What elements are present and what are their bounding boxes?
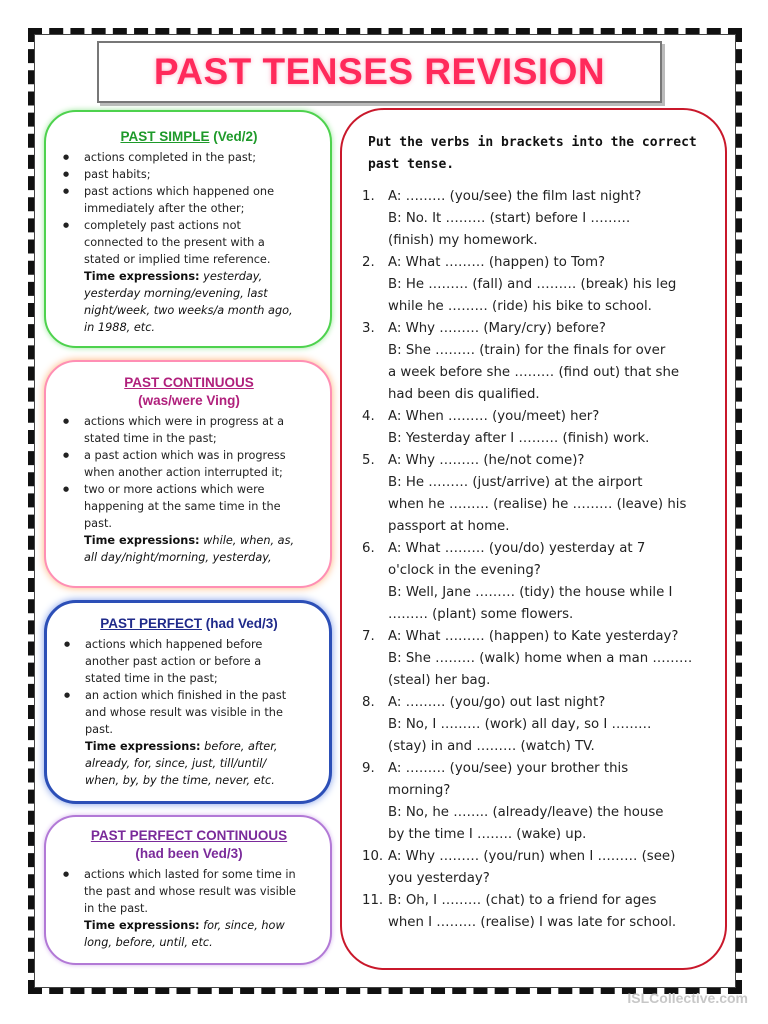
time-expressions-text: in 1988, etc. xyxy=(84,321,156,334)
card-heading xyxy=(60,372,318,410)
exercise-item xyxy=(362,450,707,538)
item-line: ……… (plant) some flowers. xyxy=(388,607,574,622)
item-text xyxy=(388,846,707,890)
exercise-item xyxy=(362,890,707,934)
time-expressions-line xyxy=(84,302,318,319)
tense-formula: (was/were Ving) xyxy=(138,393,240,408)
item-text xyxy=(388,758,707,846)
instruction-line: past tense. xyxy=(368,157,455,172)
time-expressions-text: yesterday, xyxy=(203,270,263,283)
item-line: A: What ……… (happen) to Tom? xyxy=(388,255,606,270)
usage-list xyxy=(61,636,317,738)
exercise-item xyxy=(362,692,707,758)
usage-line: ● actions completed in the past; xyxy=(84,151,257,164)
usage-item xyxy=(60,866,318,917)
time-expressions-line xyxy=(84,268,318,285)
tense-name: PAST SIMPLE xyxy=(120,129,210,144)
item-text xyxy=(388,890,707,934)
usage-line: ● actions which were in progress at a xyxy=(84,415,284,428)
item-line: by the time I …….. (wake) up. xyxy=(388,827,587,842)
time-expressions-label: Time expressions: xyxy=(85,740,201,753)
usage-line: immediately after the other; xyxy=(84,202,245,215)
item-line: (finish) my homework. xyxy=(388,233,538,248)
card-heading xyxy=(60,122,318,146)
item-line: A: When ……… (you/meet) her? xyxy=(388,409,600,424)
usage-line: the past and whose result was visible xyxy=(84,885,297,898)
tense-formula: (Ved/2) xyxy=(213,129,258,144)
usage-list xyxy=(60,149,318,268)
item-line: B: Well, Jane ……… (tidy) the house while I xyxy=(388,585,673,600)
card-heading xyxy=(61,613,317,633)
usage-line: in the past. xyxy=(84,902,149,915)
time-expressions-label: Time expressions: xyxy=(84,270,200,283)
time-expressions-text: before, after, xyxy=(204,740,278,753)
tense-name: PAST PERFECT xyxy=(100,616,202,631)
exercise-item xyxy=(362,626,707,692)
item-line: had been dis qualified. xyxy=(388,387,540,402)
usage-line: ● actions which happened before xyxy=(85,638,263,651)
item-number: 2. xyxy=(362,255,375,270)
time-expressions-line xyxy=(84,934,318,951)
usage-line: happening at the same time in the xyxy=(84,500,281,513)
exercise-item xyxy=(362,186,707,252)
item-line: A: Why ……… (Mary/cry) before? xyxy=(388,321,606,336)
usage-line: ● past habits; xyxy=(84,168,151,181)
usage-item xyxy=(60,447,318,481)
item-number: 4. xyxy=(362,409,375,424)
item-line: B: She ……… (walk) home when a man ……… xyxy=(388,651,693,666)
exercise-item xyxy=(362,252,707,318)
time-expressions-text: night/week, two weeks/a month ago, xyxy=(84,304,293,317)
usage-line: another past action or before a xyxy=(85,655,262,668)
usage-item xyxy=(60,413,318,447)
item-line: A: What ……… (you/do) yesterday at 7 xyxy=(388,541,646,556)
item-line: A: Why ……… (you/run) when I ……… (see) xyxy=(388,849,676,864)
item-number: 5. xyxy=(362,453,375,468)
item-line: B: No, he …….. (already/leave) the house xyxy=(388,805,664,820)
item-number: 11. xyxy=(362,893,384,908)
item-number: 9. xyxy=(362,761,375,776)
item-line: A: Why ……… (he/not come)? xyxy=(388,453,585,468)
item-line: when he ……… (realise) he ……… (leave) his xyxy=(388,497,687,512)
title-banner xyxy=(97,41,662,103)
time-expressions-line xyxy=(85,772,317,789)
usage-item xyxy=(60,149,318,166)
item-number: 3. xyxy=(362,321,375,336)
tense-formula: (had Ved/3) xyxy=(205,616,278,631)
item-line: A: ……… (you/see) your brother this xyxy=(388,761,629,776)
item-line: B: He ……… (just/arrive) at the airport xyxy=(388,475,643,490)
exercise-item xyxy=(362,846,707,890)
site-watermark: ISLCollective.com xyxy=(627,990,748,1006)
usage-line: past. xyxy=(85,723,113,736)
time-expressions-text: for, since, how xyxy=(203,919,285,932)
item-text xyxy=(388,406,707,450)
tense-formula: (had been Ved/3) xyxy=(135,846,243,861)
time-expressions xyxy=(60,268,318,336)
card-past-perfect-continuous xyxy=(44,815,332,965)
time-expressions-line xyxy=(84,917,318,934)
exercise-item xyxy=(362,318,707,406)
usage-line: stated time in the past; xyxy=(84,432,217,445)
time-expressions xyxy=(60,917,318,951)
exercise-item xyxy=(362,758,707,846)
usage-item xyxy=(61,687,317,738)
card-past-simple xyxy=(44,110,332,348)
item-text xyxy=(388,692,707,758)
time-expressions-line xyxy=(85,738,317,755)
item-line: when I ……… (realise) I was late for school. xyxy=(388,915,677,930)
item-number: 7. xyxy=(362,629,375,644)
exercise-item xyxy=(362,538,707,626)
usage-line: ● an action which finished in the past xyxy=(85,689,287,702)
page-title: PAST TENSES REVISION xyxy=(153,51,606,92)
item-line: a week before she ……… (find out) that she xyxy=(388,365,680,380)
exercise-panel xyxy=(340,108,727,970)
item-text xyxy=(388,538,707,626)
item-text xyxy=(388,450,707,538)
item-number: 1. xyxy=(362,189,375,204)
item-text xyxy=(388,318,707,406)
usage-line: ● past actions which happened one xyxy=(84,185,275,198)
instruction-line: Put the verbs in brackets into the correct xyxy=(368,135,697,150)
item-line: (stay) in and ……… (watch) TV. xyxy=(388,739,595,754)
time-expressions-text: all day/night/morning, yesterday, xyxy=(84,551,272,564)
item-line: B: No, I ……… (work) all day, so I ……… xyxy=(388,717,652,732)
usage-list xyxy=(60,413,318,532)
usage-line: stated time in the past; xyxy=(85,672,218,685)
item-line: (steal) her bag. xyxy=(388,673,491,688)
exercise-instruction xyxy=(368,132,707,176)
usage-item xyxy=(60,217,318,268)
time-expressions-text: already, for, since, just, till/until/ xyxy=(85,757,267,770)
usage-line: ● completely past actions not xyxy=(84,219,241,232)
usage-line: when another action interrupted it; xyxy=(84,466,283,479)
time-expressions-label: Time expressions: xyxy=(84,534,200,547)
item-text xyxy=(388,186,707,252)
usage-line: ● two or more actions which were xyxy=(84,483,265,496)
item-line: while he ……… (ride) his bike to school. xyxy=(388,299,652,314)
time-expressions xyxy=(61,738,317,789)
exercise-list xyxy=(362,186,707,934)
usage-line: and whose result was visible in the xyxy=(85,706,283,719)
usage-list xyxy=(60,866,318,917)
usage-line: connected to the present with a xyxy=(84,236,265,249)
usage-line: past. xyxy=(84,517,112,530)
item-line: B: Yesterday after I ……… (finish) work. xyxy=(388,431,650,446)
item-line: A: What ……… (happen) to Kate yesterday? xyxy=(388,629,679,644)
time-expressions-label: Time expressions: xyxy=(84,919,200,932)
tense-name: PAST PERFECT CONTINUOUS xyxy=(90,828,288,843)
usage-line: ● actions which lasted for some time in xyxy=(84,868,296,881)
usage-item xyxy=(60,183,318,217)
time-expressions-line xyxy=(84,549,318,566)
item-line: B: She ……… (train) for the finals for over xyxy=(388,343,666,358)
item-text xyxy=(388,626,707,692)
time-expressions-text: while, when, as, xyxy=(203,534,295,547)
item-line: B: No. It ……… (start) before I ……… xyxy=(388,211,631,226)
item-line: B: He ……… (fall) and ……… (break) his leg xyxy=(388,277,677,292)
card-past-perfect xyxy=(44,600,332,804)
item-number: 10. xyxy=(362,849,384,864)
time-expressions-text: long, before, until, etc. xyxy=(84,936,213,949)
time-expressions-line xyxy=(84,319,318,336)
usage-line: stated or implied time reference. xyxy=(84,253,271,266)
usage-item xyxy=(60,481,318,532)
time-expressions-text: yesterday morning/evening, last xyxy=(84,287,268,300)
time-expressions-text: when, by, by the time, never, etc. xyxy=(85,774,275,787)
item-number: 6. xyxy=(362,541,375,556)
item-line: B: Oh, I ……… (chat) to a friend for ages xyxy=(388,893,657,908)
usage-item xyxy=(61,636,317,687)
time-expressions-line xyxy=(84,285,318,302)
time-expressions-line xyxy=(84,532,318,549)
item-line: morning? xyxy=(388,783,451,798)
usage-line: ● a past action which was in progress xyxy=(84,449,286,462)
item-text xyxy=(388,252,707,318)
item-number: 8. xyxy=(362,695,375,710)
item-line: o'clock in the evening? xyxy=(388,563,541,578)
card-heading xyxy=(60,827,318,863)
tense-name: PAST CONTINUOUS xyxy=(124,375,254,390)
item-line: you yesterday? xyxy=(388,871,490,886)
item-line: A: ……… (you/go) out last night? xyxy=(388,695,606,710)
card-past-continuous xyxy=(44,360,332,588)
exercise-item xyxy=(362,406,707,450)
item-line: passport at home. xyxy=(388,519,510,534)
time-expressions xyxy=(60,532,318,566)
item-line: A: ……… (you/see) the film last night? xyxy=(388,189,642,204)
usage-item xyxy=(60,166,318,183)
time-expressions-line xyxy=(85,755,317,772)
